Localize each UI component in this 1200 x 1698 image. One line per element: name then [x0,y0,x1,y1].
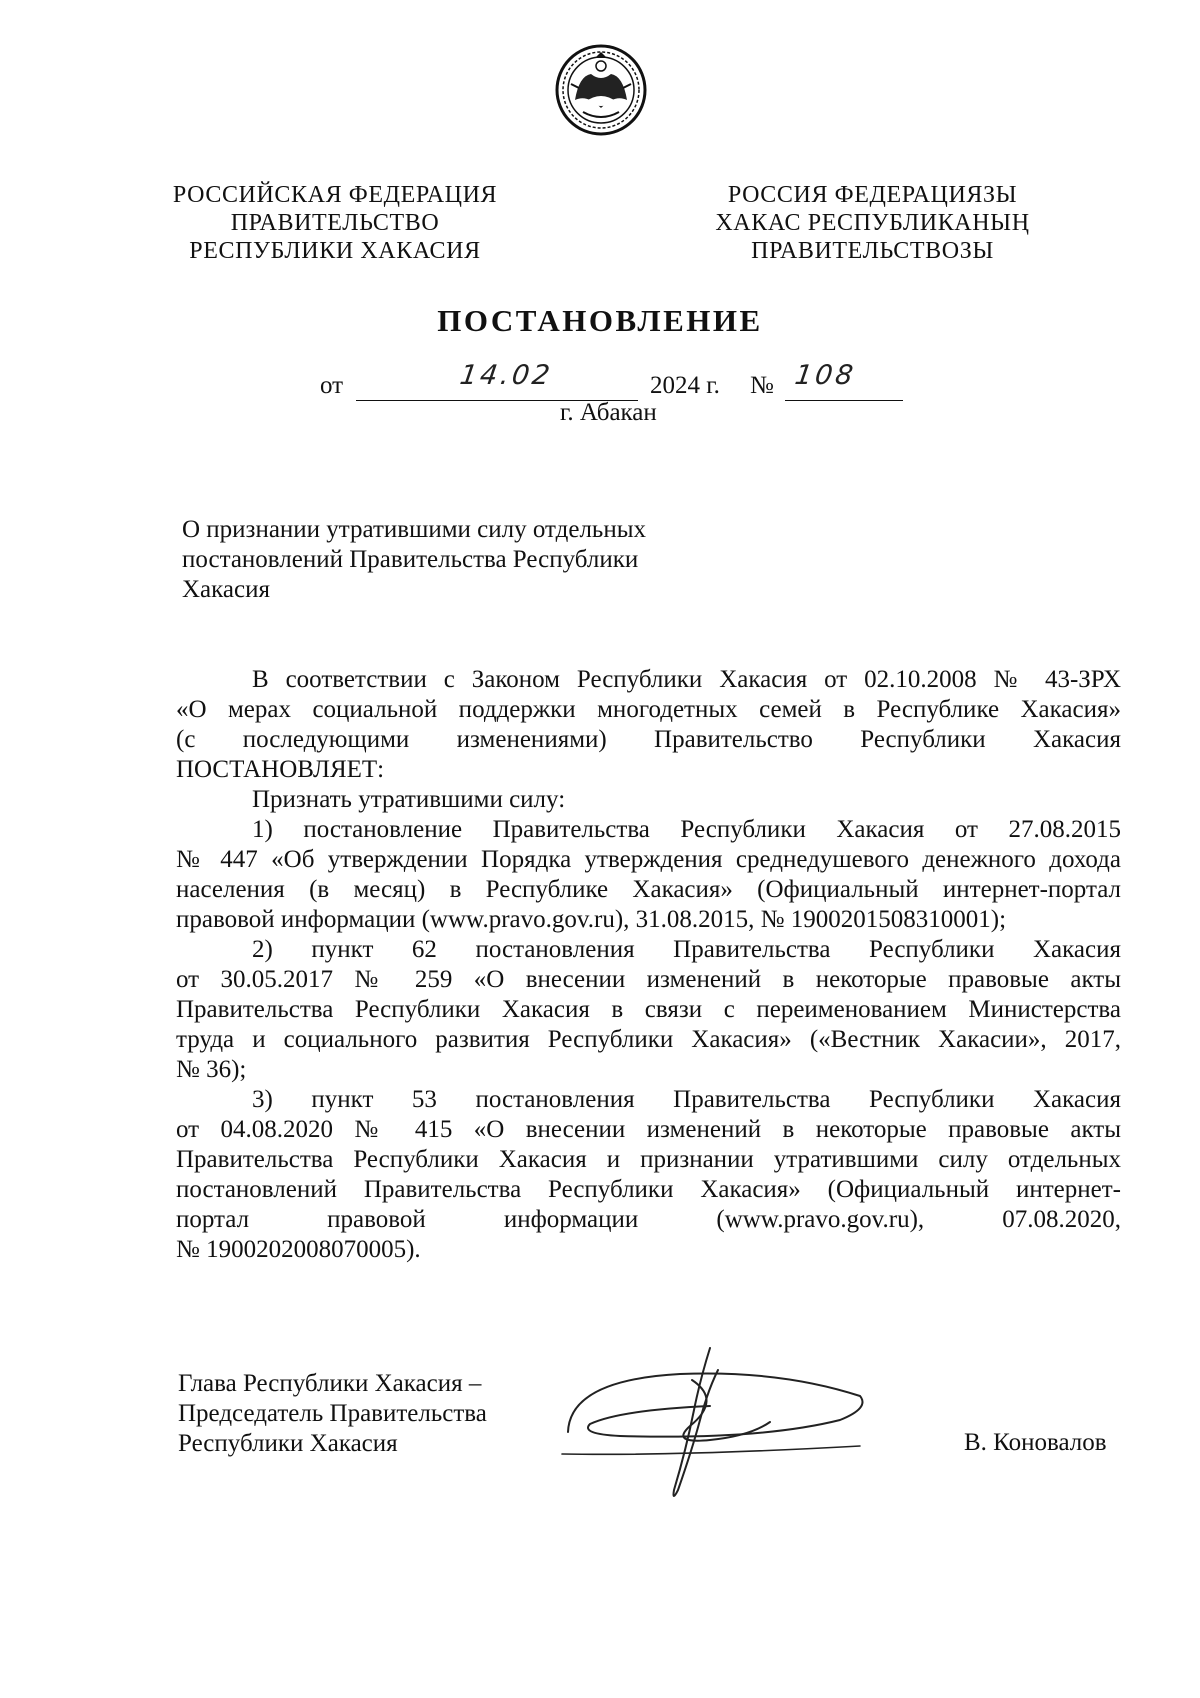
item3-line: от 04.08.2020 № 415 «О внесении изменений в некоторые правовые акты [176,1116,1121,1143]
item2-line: 2) пункт 62 постановления Правительства Республики Хакасия [252,936,1121,963]
header-left [170,181,500,265]
subject-line: Хакасия [182,576,270,603]
header-right [705,181,1040,265]
position-line: Республики Хакасия [178,1430,398,1457]
decree-intro: Признать утратившими силу: [252,786,566,813]
item2-line: труда и социального развития Республики Хакасия» («Вестник Хакасии», 2017, [176,1026,1121,1053]
header-left-line: РЕСПУБЛИКИ ХАКАСИЯ [189,238,481,264]
coat-of-arms-icon [555,44,647,136]
document-title: ПОСТАНОВЛЕНИЕ [437,303,763,338]
signatory-position [178,1369,598,1459]
body-line: (с последующими изменениями) Правительство Республики Хакасия [176,726,1121,753]
header-right-line: ХАКАС РЕСПУБЛИКАНЫҢ [715,210,1030,236]
body-line: «О мерах социальной поддержки многодетных семей в Республике Хакасия» [176,696,1121,723]
date-handwritten: 14.02 [457,360,555,391]
item1-line: населения (в месяц) в Республике Хакасия» (Официальный интернет-портал [176,876,1121,903]
position-line: Председатель Правительства [178,1400,487,1427]
position-line: Глава Республики Хакасия – [178,1370,482,1397]
item2-line: от 30.05.2017 № 259 «О внесении изменений в некоторые правовые акты [176,966,1121,993]
number-underline [785,400,903,401]
body-line: ПОСТАНОВЛЯЕТ: [176,756,385,783]
subject-line: постановлений Правительства Республики [182,546,639,573]
subject-line: О признании утратившими силу отдельных [182,516,647,543]
item3-line: Правительства Республики Хакасия и признании утратившими силу отдельных [176,1146,1121,1173]
item1-line: № 447 «Об утверждении Порядка утверждения среднедушевого денежного дохода [176,846,1121,873]
date-year: 2024 г. [650,372,720,399]
header-right-line: РОССИЯ ФЕДЕРАЦИЯЗЫ [727,182,1018,208]
document-body [176,665,1121,1265]
body-line: В соответствии с Законом Республики Хакасия от 02.10.2008 № 43-ЗРХ [252,666,1121,693]
handwritten-signature-icon [560,1340,890,1510]
document-number-handwritten: 108 [792,360,858,391]
header-right-line: ПРАВИТЕЛЬСТВОЗЫ [751,238,994,264]
item1-line: правовой информации (www.pravo.gov.ru), 31.08.2015, № 1900201508310001); [176,906,1007,933]
document-subject [182,515,702,605]
item3-line: постановлений Правительства Республики Хакасия» (Официальный интернет- [176,1176,1121,1203]
header-left-line: ПРАВИТЕЛЬСТВО [230,210,440,236]
item3-line: портал правовой информации (www.pravo.gov.ru), 07.08.2020, [176,1206,1121,1233]
header-left-line: РОССИЙСКАЯ ФЕДЕРАЦИЯ [172,182,498,208]
date-from-label: от [320,372,344,399]
number-label: № [750,372,774,399]
signer-name: В. Коновалов [964,1429,1107,1456]
item1-line: 1) постановление Правительства Республики Хакасия от 27.08.2015 [252,816,1121,843]
item2-line: Правительства Республики Хакасия в связи с переименованием Министерства [176,996,1121,1023]
city: г. Абакан [560,399,657,426]
item3-line: № 1900202008070005). [176,1236,421,1263]
item3-line: 3) пункт 53 постановления Правительства Республики Хакасия [252,1086,1121,1113]
item2-line: № 36); [176,1056,247,1083]
